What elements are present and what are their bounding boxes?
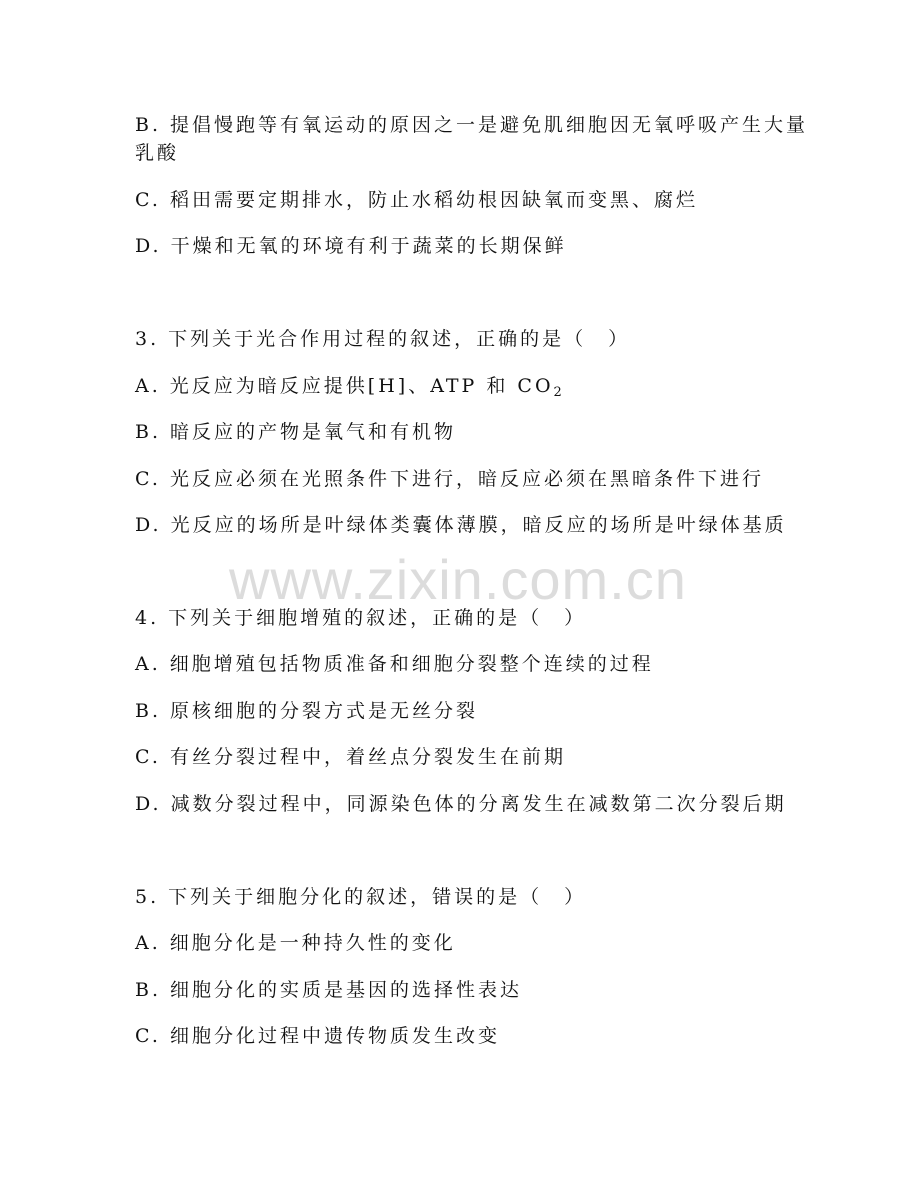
q2-option-b-line2: 乳酸 — [135, 142, 180, 164]
q5-option-a: A. 细胞分化是一种持久性的变化 — [135, 932, 456, 954]
q3-option-a-subscript: 2 — [553, 385, 562, 400]
q2-option-d: D. 干燥和无氧的环境有利于蔬菜的长期保鲜 — [135, 235, 567, 257]
q3-stem: 3. 下列关于光合作用过程的叙述，正确的是（ ） — [135, 328, 631, 350]
q5-option-b: B. 细胞分化的实质是基因的选择性表达 — [135, 979, 523, 1001]
q4-option-b: B. 原核细胞的分裂方式是无丝分裂 — [135, 700, 479, 722]
q3-option-d: D. 光反应的场所是叶绿体类囊体薄膜，暗反应的场所是叶绿体基质 — [135, 514, 787, 536]
q4-option-d: D. 减数分裂过程中，同源染色体的分离发生在减数第二次分裂后期 — [135, 793, 787, 815]
q3-option-a — [135, 374, 562, 405]
q5-stem: 5. 下列关于细胞分化的叙述，错误的是（ ） — [135, 886, 587, 908]
q5-option-c: C. 细胞分化过程中遗传物质发生改变 — [135, 1025, 500, 1047]
q2-option-b-line1: B. 提倡慢跑等有氧运动的原因之一是避免肌细胞因无氧呼吸产生大量 — [135, 114, 809, 136]
q3-option-a-text: A. 光反应为暗反应提供[H]、ATP 和 CO — [135, 375, 554, 397]
watermark: www.zixin.com.cn — [229, 548, 687, 611]
q4-option-a: A. 细胞增殖包括物质准备和细胞分裂整个连续的过程 — [135, 653, 654, 675]
q3-option-b: B. 暗反应的产物是氧气和有机物 — [135, 421, 457, 443]
q2-option-c: C. 稻田需要定期排水，防止水稻幼根因缺氧而变黑、腐烂 — [135, 189, 698, 211]
q4-stem: 4. 下列关于细胞增殖的叙述，正确的是（ ） — [135, 607, 587, 629]
q3-option-c: C. 光反应必须在光照条件下进行，暗反应必须在黑暗条件下进行 — [135, 468, 764, 490]
q4-option-c: C. 有丝分裂过程中，着丝点分裂发生在前期 — [135, 746, 566, 768]
